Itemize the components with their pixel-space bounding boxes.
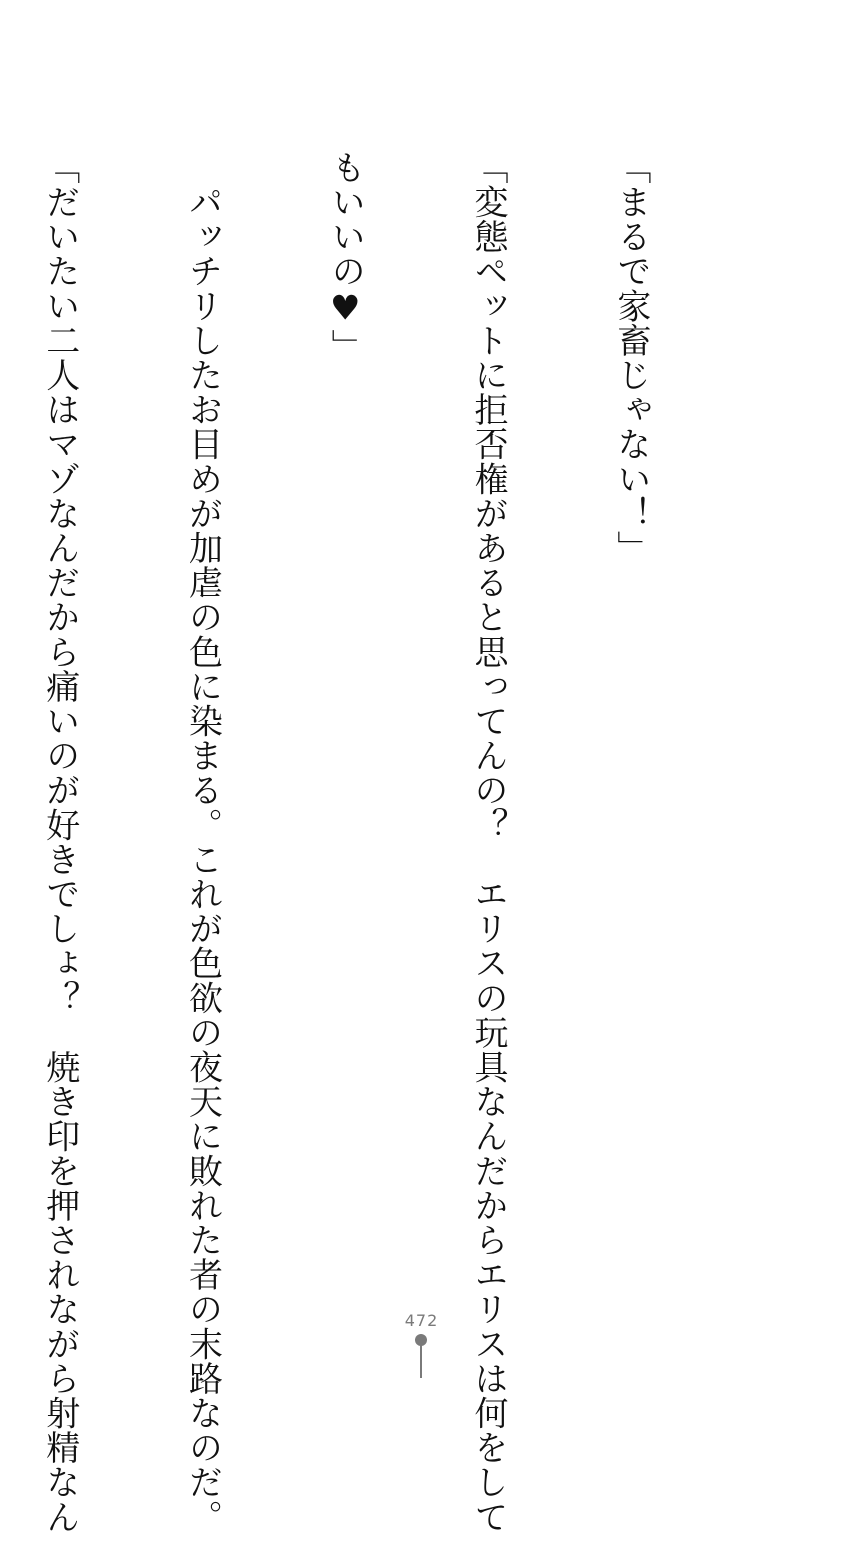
text-line: もいいの♥」 xyxy=(325,150,366,364)
text-line: 「まるで家畜じゃない！」 xyxy=(610,150,651,566)
text-line: 「変態ペットに拒否権があると思ってんの？ エリスの玩具なんだからエリスは何をして xyxy=(468,150,509,1534)
text-line: 「だいたい二人はマゾなんだから痛いのが好きでしょ？ 焼き印を押されながら射精なん xyxy=(39,150,80,1534)
text-line: パッチリしたお目めが加虐の色に染まる。これが色欲の夜天に敗れた者の末路なのだ。 xyxy=(182,150,223,1534)
page-marker-line xyxy=(420,1344,422,1378)
page-number: 472 xyxy=(404,1311,439,1330)
